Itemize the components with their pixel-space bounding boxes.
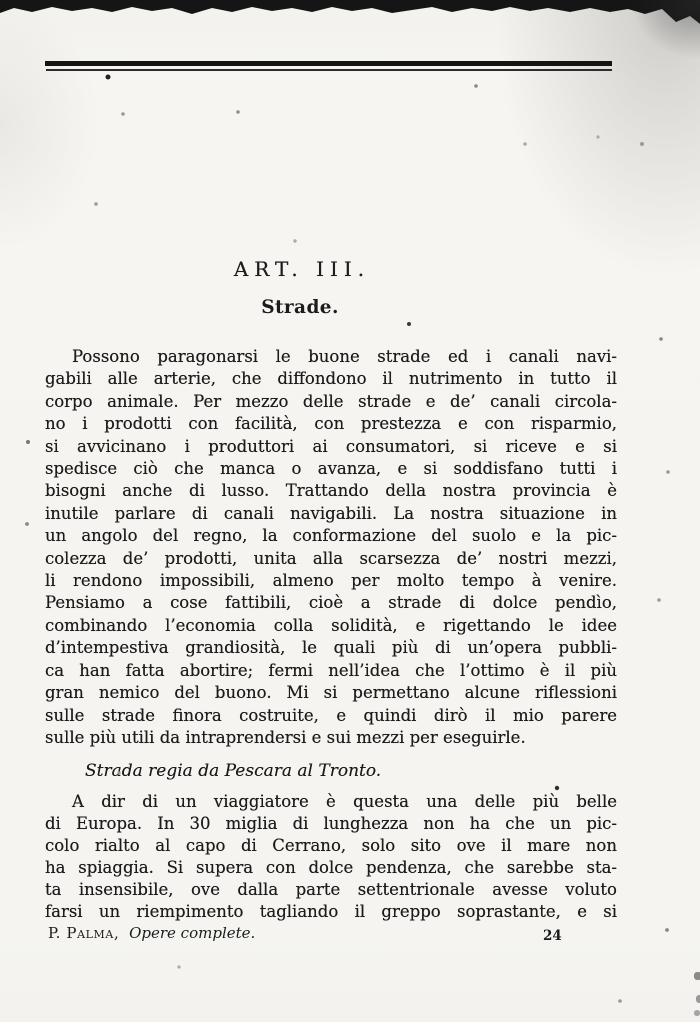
paragraph-1 [45,346,617,749]
text-line: Possono paragonarsi le buone strade ed i canali navi- [72,347,617,366]
text-line: un angolo del regno, la conformazione del suolo e la pic- [45,526,617,546]
text-line: sulle strade finora costruite, e quindi dirò il mio parere [45,705,617,725]
text-line: A dir di un viaggiatore è questa una delle più belle [72,792,617,811]
footer-author: P. Palma, [48,924,120,942]
text-line: farsi un riempimento tagliando il greppo soprastante, e si [45,902,617,922]
page-footer [48,924,615,942]
text-line: ta insensibile, ove dalla parte settentrionale avesse voluto [45,880,617,900]
text-line: gabili alle arterie, che diffondono il nutrimento in tutto il [45,369,617,389]
text-line: corpo animale. Per mezzo delle strade e de’ canali circola- [45,391,617,411]
text-line: di Europa. In 30 miglia di lunghezza non ha che un pic- [45,814,617,834]
section-subheading: Strada regia da Pescara al Tronto. [85,761,382,781]
text-line: combinando l’economia colla solidità, e rigettando le idee [45,615,617,635]
text-line: ha spiaggia. Si supera con dolce pendenza, che sarebbe sta- [45,858,617,878]
text-line: si avvicinano i produttori ai consumatori, si riceve e si [45,436,617,456]
scan-speckles [0,0,2,2]
text-line: no i prodotti con facilità, con prestezza e con risparmio, [45,414,617,434]
page-number: 24 [543,928,562,944]
text-line: sulle più utili da intraprendersi e sui mezzi per eseguirle. [45,727,526,747]
section-title: Strade. [261,297,339,318]
text-line: inutile parlare di canali navigabili. La nostra situazione in [45,503,617,523]
text-line: spedisce ciò che manca o avanza, e si soddisfano tutti i [45,459,617,479]
text-line: colo rialto al capo di Cerrano, solo sito ove il mare non [45,836,617,856]
footer-work-title: Opere complete. [129,924,256,942]
text-line: d’intempestiva grandiosità, le quali più di un’opera pubbli- [45,638,617,658]
header-rule-thick [45,61,612,66]
scan-corner-shadow [630,0,700,60]
text-line: Pensiamo a cose fattibili, cioè a strade di dolce pendìo, [45,593,617,613]
text-line: gran nemico del buono. Mi si permettano alcune riflessioni [45,683,617,703]
scan-top-edge [0,0,700,26]
text-line: bisogni anche di lusso. Trattando della nostra provincia è [45,481,617,501]
article-title: ART. III. [233,257,371,281]
text-line: colezza de’ prodotti, unita alla scarsezza de’ nostri mezzi, [45,548,617,568]
text-line: ca han fatta abortire; fermi nell’idea che l’ottimo è il più [45,660,617,680]
header-rule-thin [46,69,612,71]
paragraph-2 [45,791,617,924]
text-line: li rendono impossibili, almeno per molto tempo à venire. [45,571,617,591]
